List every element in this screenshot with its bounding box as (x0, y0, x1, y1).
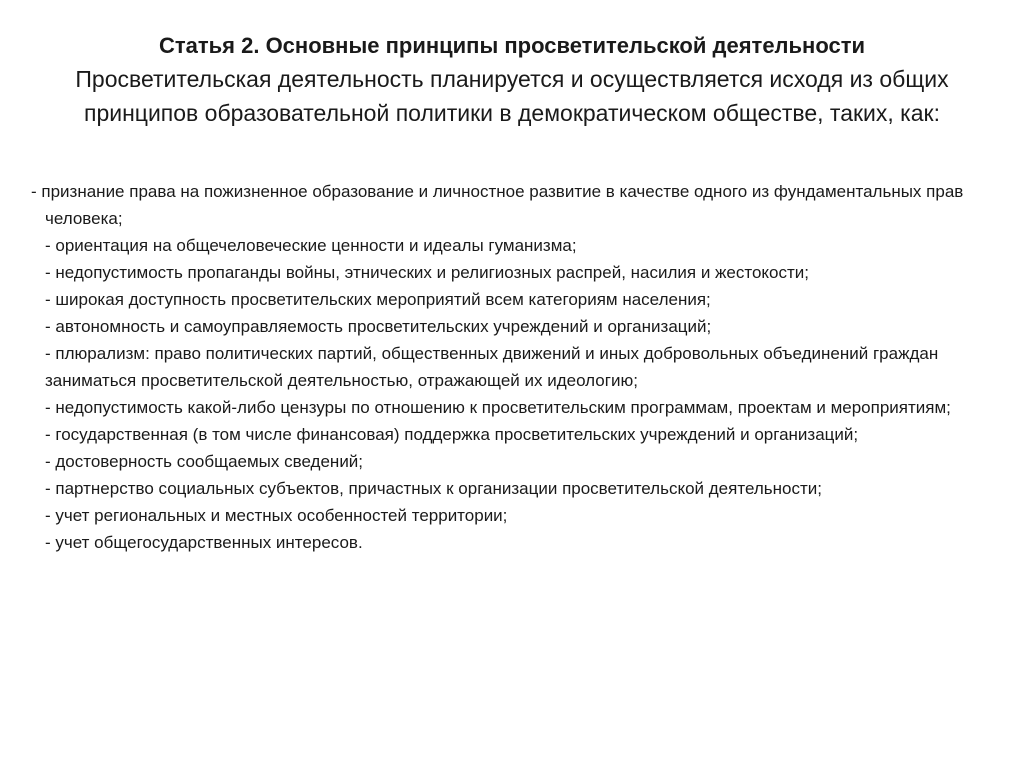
list-item: - учет общегосударственных интересов. (45, 533, 363, 552)
list-item: - недопустимость пропаганды войны, этнических и религиозных распрей, насилия и жестокости; (45, 263, 810, 282)
list-item: - автономность и самоуправляемость просветительских учреждений и организаций; (45, 317, 712, 336)
list-item: - государственная (в том числе финансовая) поддержка просветительских учреждений и организаций; (45, 425, 859, 444)
list-item: - ориентация на общечеловеческие ценности и идеалы гуманизма; (45, 236, 577, 255)
list-item: - учет региональных и местных особенностей территории; (45, 506, 508, 525)
principles-list (31, 178, 1006, 556)
slide-header (60, 30, 964, 130)
list-item: - признание права на пожизненное образование и личностное развитие в качестве одного из фундаментальных прав человека; (31, 182, 964, 228)
intro-paragraph: Просветительская деятельность планируется и осуществляется исходя из общих принципов образовательной политики в демократическом обществе, таких, как: (75, 66, 949, 126)
list-item: - партнерство социальных субъектов, причастных к организации просветительской деятельности; (45, 479, 822, 498)
list-item: - достоверность сообщаемых сведений; (45, 452, 364, 471)
article-title: Статья 2. Основные принципы просветительской деятельности (158, 33, 866, 58)
list-item: - плюрализм: право политических партий, общественных движений и иных добровольных объединений граждан заниматься просветительской деятельностью, отражающей их идеологию; (45, 344, 939, 390)
list-item: - недопустимость какой-либо цензуры по отношению к просветительским программам, проектам и мероприятиям; (45, 398, 951, 417)
list-item: - широкая доступность просветительских мероприятий всем категориям населения; (45, 290, 711, 309)
